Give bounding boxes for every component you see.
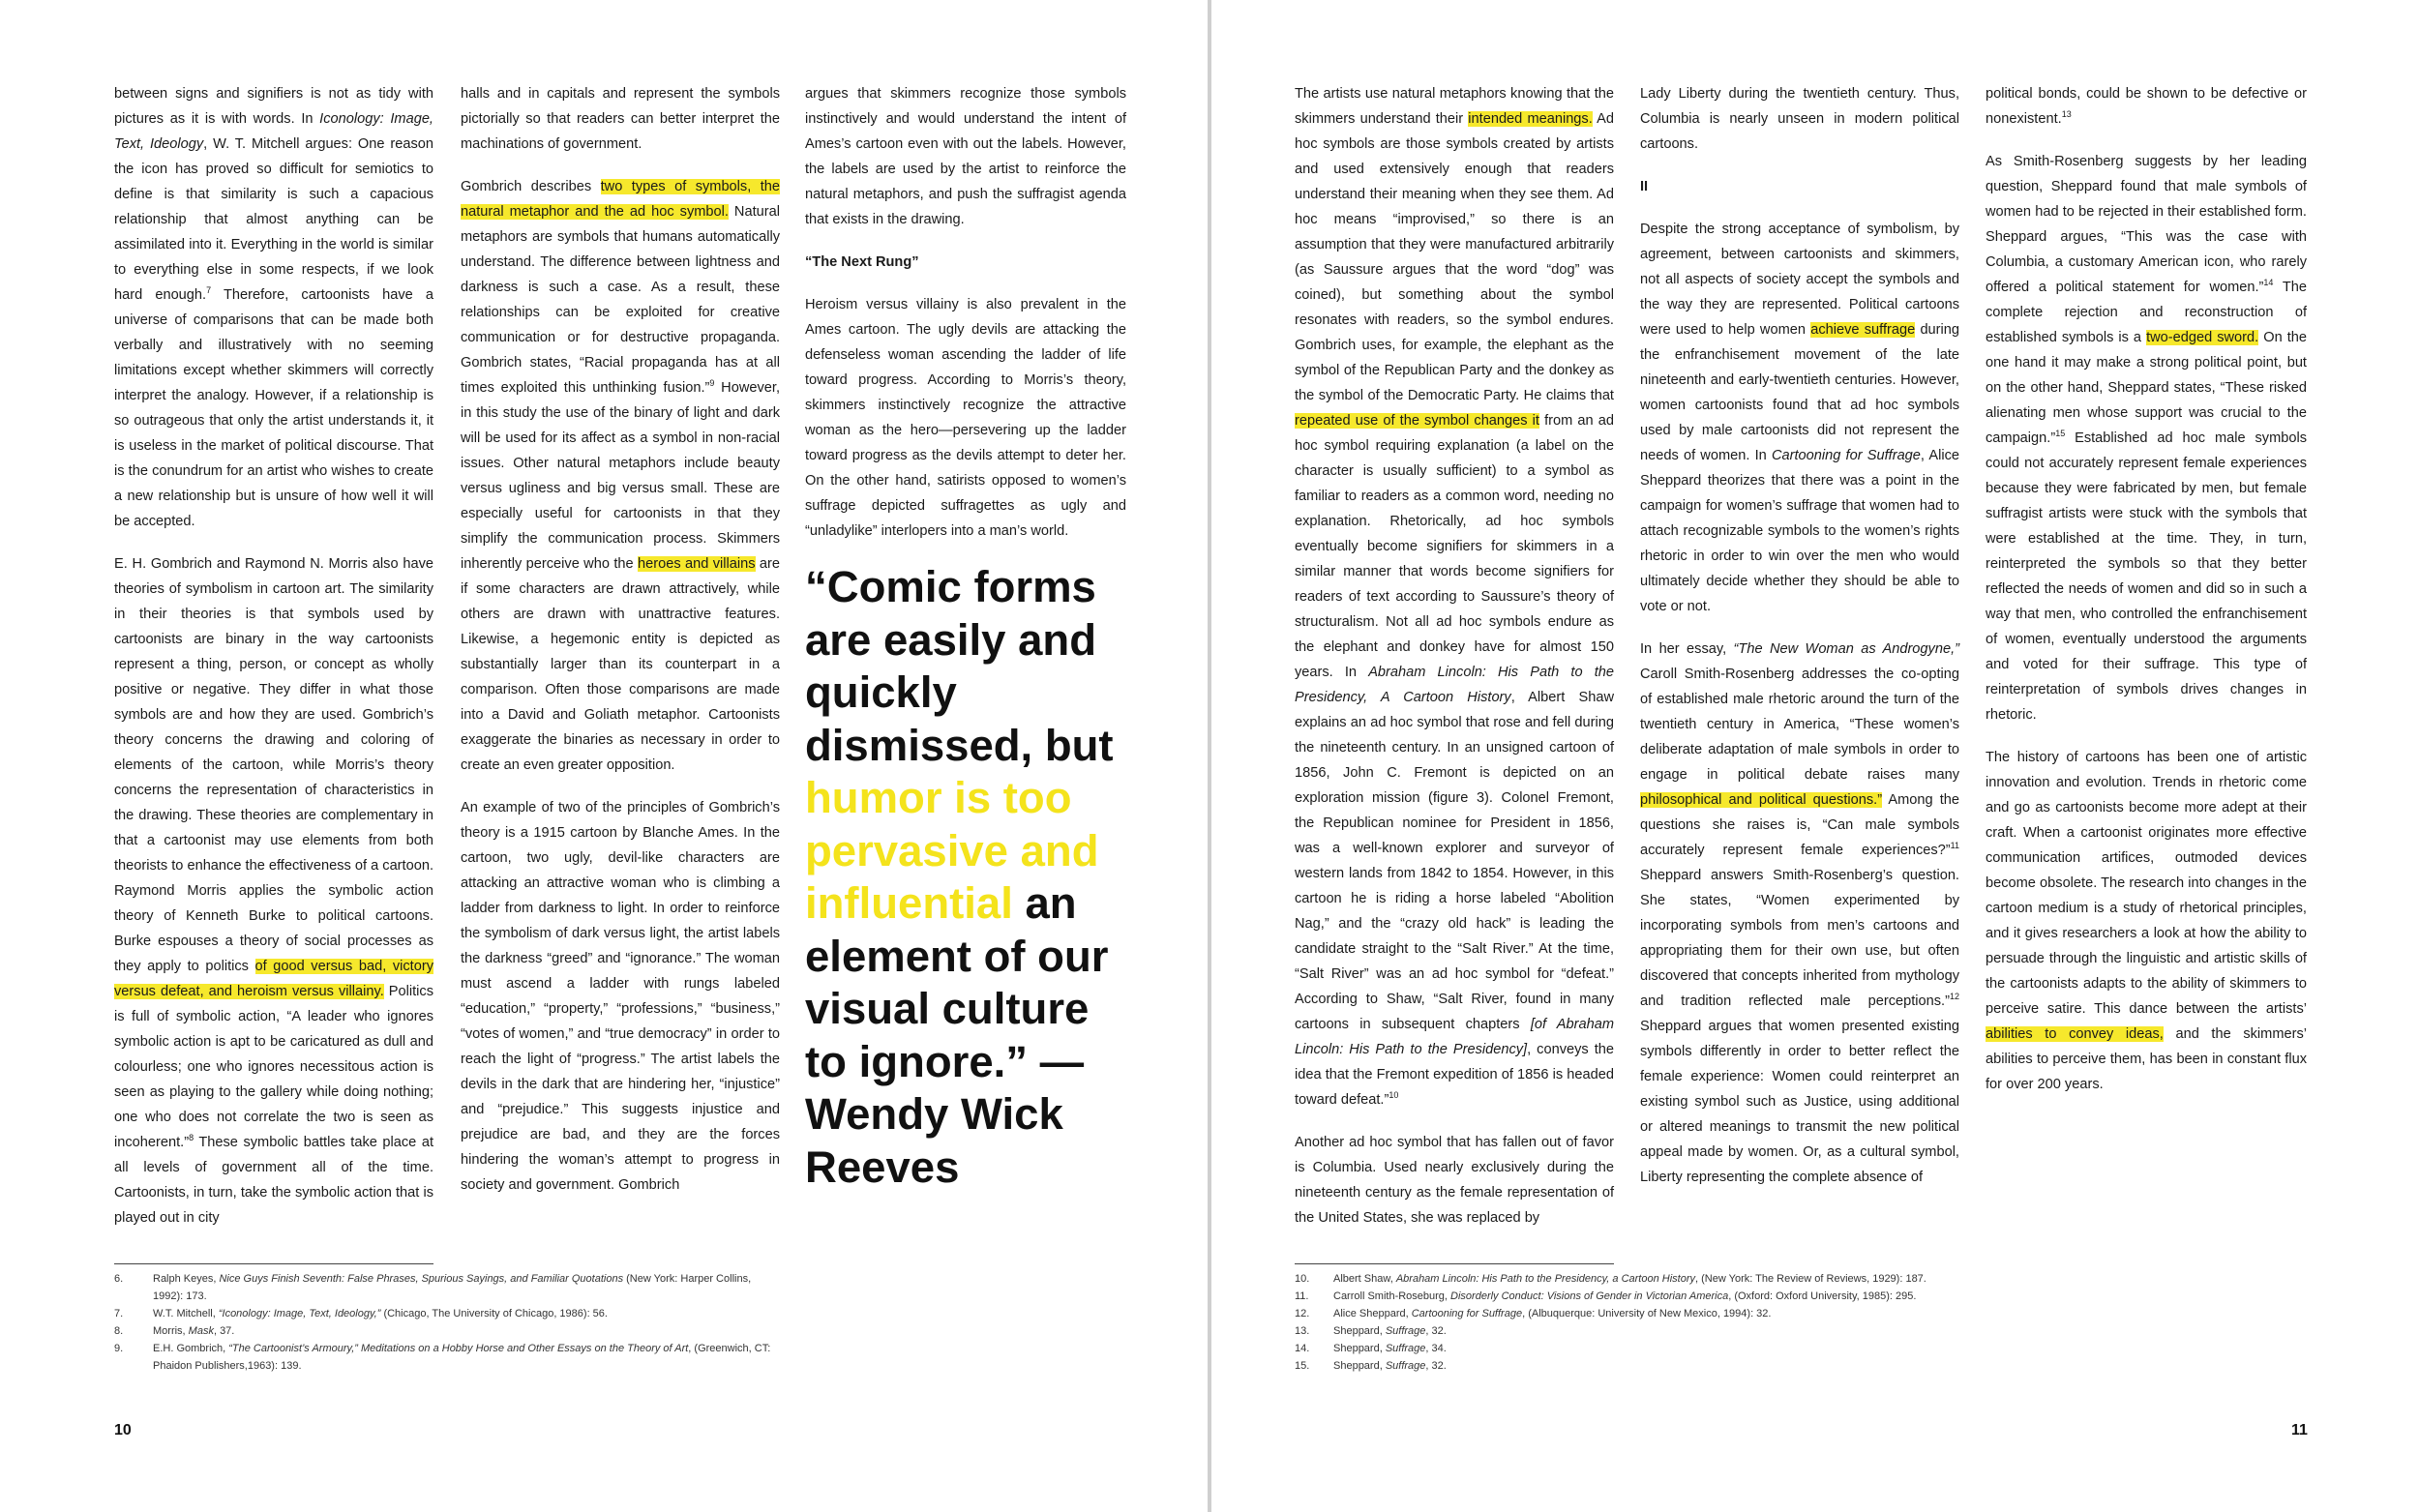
- pull-quote-highlight: humor is too pervasive and influential: [805, 773, 1099, 928]
- paragraph: Lady Liberty during the twentieth century. Thus, Columbia is nearly unseen in modern political cartoons.: [1640, 86, 1959, 152]
- footnote: [1295, 1357, 1962, 1375]
- pull-quote: “Comic forms are easily and quickly dismissed, but humor is too pervasive and influential an element of our visual culture to ignore.” —Wendy Wick Reeves: [805, 562, 1114, 1192]
- paragraph: The artists use natural metaphors knowing that the skimmers understand their intended meanings. Ad hoc symbols are those symbols created by artists and used extensively enough that readers understand their meaning when they see them. Ad hoc means “improvised,” so there is an assumption that they were manufactured arbitrarily (as Saussure argues that the word “dog” was coined), but something about the symbol resonates with readers, so the symbol endures. Gombrich uses, for example, the elephant as the symbol of the Republican Party and the donkey as the symbol of the Democratic Party. He claims that repeated use of the symbol changes it from an ad hoc symbol requiring explanation (a label on the character is usually sufficient) to a symbol as familiar to readers as a common word, needing no explanation. Rhetorically, ad hoc symbols eventually become signifiers for skimmers in a similar manner that words become signifiers for readers of text according to Saussure’s theory of structuralism. Not all ad hoc symbols endure as the elephant and donkey have for almost 150 years. In Abraham Lincoln: His Path to the Presidency, A Cartoon History, Albert Shaw explains an ad hoc symbol that rose and fell during the nineteenth century. In an unsigned cartoon of 1856, John C. Fremont is depicted on an exploration mission (figure 3). Colonel Fremont, the Republican nominee for President in 1856, was a well-known explorer and surveyor of western lands from 1842 to 1854. However, in this cartoon he is riding a horse labeled “Abolition Nag,” and the “crazy old hack” is leading the candidate straight to the “Salt River.” At the time, “Salt River” was an ad hoc symbol for “defeat.” According to Shaw, “Salt River, found in many cartoons in subsequent chapters [of Abraham Lincoln: His Path to the Presidency], conveys the idea that the Fremont expedition of 1856 is headed toward defeat.”$^{10}$: [1295, 86, 1614, 1108]
- left-column-2: [461, 81, 780, 1215]
- paragraph: An example of two of the principles of Gombrich’s theory is a 1915 cartoon by Blanche Ames. In the cartoon, two ugly, devil-like characters are attacking an attractive woman who is climbing a ladder from darkness to light. In order to reinforce the symbolism of dark versus light, the artist labels the darkness “greed” and “ignorance.” The woman must ascend a ladder with rungs labeled “education,” “property,” “professions,” “business,” “votes of women,” and “true democracy” in order to reach the light of “progress.” The artist labels the devils in the dark that are hindering her, “injustice” and “prejudice.” This suggests injustice and prejudice are bad, and they are the forces hindering the woman’s attempt to progress in society and government. Gombrich: [461, 800, 780, 1193]
- footnote: [114, 1340, 782, 1375]
- footnote-number: 12.: [1295, 1308, 1310, 1319]
- footnote-text: Albert Shaw, Abraham Lincoln: His Path to the Presidency, a Cartoon History, (New York: The Review of Reviews, 1929): 187.: [1333, 1273, 1926, 1285]
- right-page: [1211, 0, 2419, 1512]
- footnote-text: Ralph Keyes, Nice Guys Finish Seventh: False Phrases, Spurious Sayings, and Familiar Quotations (New York: Harper Collins, 1992): 173.: [153, 1273, 752, 1302]
- footnote-text: W.T. Mitchell, “Iconology: Image, Text, Ideology,” (Chicago, The University of Chicago, 1986): 56.: [153, 1308, 608, 1319]
- footnote-number: 11.: [1295, 1290, 1309, 1302]
- footnote-rule: [1295, 1263, 1614, 1264]
- right-column-2: [1640, 81, 1959, 1207]
- right-column-1: [1295, 81, 1614, 1248]
- paragraph: Despite the strong acceptance of symbolism, by agreement, between cartoonists and skimmers, not all aspects of society accept the symbols and the way they are represented. Political cartoons were used to help women achieve suffrage during the enfranchisement movement of the late nineteenth and early-twentieth centuries. However, women cartoonists found that ad hoc symbols used by male cartoonists did not represent the needs of women. In Cartooning for Suffrage, Alice Sheppard theorizes that there was a point in the campaign for women’s suffrage that women had to attach recognizable symbols to the women’s rights rhetoric in order to win over the men who would ultimately decide whether they should be able to vote or not.: [1640, 222, 1960, 614]
- footnote-number: 8.: [114, 1325, 124, 1337]
- right-column-3: [1986, 81, 2307, 1114]
- footnotes: [114, 1270, 782, 1375]
- footnote-number: 15.: [1295, 1360, 1310, 1372]
- left-page: [0, 0, 1208, 1512]
- footnote: [1295, 1270, 1962, 1288]
- paragraph: Another ad hoc symbol that has fallen out of favor is Columbia. Used nearly exclusively during the nineteenth century as the female representation of the United States, she was replaced by: [1295, 1135, 1614, 1226]
- footnote-rule: [114, 1263, 433, 1264]
- paragraph: between signs and signifiers is not as tidy with pictures as it is with words. In Iconology: Image, Text, Ideology, W. T. Mitchell argues: One reason the icon has proved so difficult for semiotics to define is that similarity is such a capacious relationship that almost anything can be assimilated into it. Everything in the world is similar to everything else in some respects, if we look hard enough.$^7$ Therefore, cartoonists have a universe of comparisons that can be made both verbally and illustratively with no seeming limitations except whether skimmers will correctly interpret the analogy. However, if a relationship is so outrageous that only the artist understands it, it is useless in the market of political discourse. That is the conundrum for an artist who wishes to create a new relationship but is unsure of how well it will be accepted.: [114, 86, 434, 529]
- footnote: [114, 1270, 782, 1305]
- footnote-text: Sheppard, Suffrage, 34.: [1333, 1343, 1447, 1354]
- left-column-3: [805, 81, 1126, 1194]
- footnote-number: 9.: [114, 1343, 124, 1354]
- footnote-text: Carroll Smith-Roseburg, Disorderly Conduct: Visions of Gender in Victorian America, (Oxford: Oxford University, 1985): 295.: [1333, 1290, 1917, 1302]
- paragraph: argues that skimmers recognize those symbols instinctively and would understand the intent of Ames’s cartoon even with out the labels. However, the labels are used by the artist to reinforce the natural metaphors, and push the suffragist agenda that exists in the drawing.: [805, 86, 1126, 227]
- page-number: 10: [114, 1422, 132, 1438]
- footnote-number: 6.: [114, 1273, 124, 1285]
- footnotes: [1295, 1270, 1962, 1375]
- paragraph: halls and in capitals and represent the symbols pictorially so that readers can better interpret the machinations of government.: [461, 86, 780, 152]
- paragraph: As Smith-Rosenberg suggests by her leading question, Sheppard found that male symbols of women had to be rejected in their established form. Sheppard argues, “This was the case with Columbia, a customary American icon, who rarely offered a political statement for women.”$^{14}$ The complete rejection and reconstruction of established symbols is a two-edged sword. On the one hand it may make a strong political point, but on the other hand, Sheppard states, “These risked alienating men whose support was crucial to the campaign.”$^{15}$ Established ad hoc male symbols could not accurately represent female experiences because they were fabricated by men, but female suffragist artists were stuck with the symbols that were established at the time. They, in turn, reinterpreted the symbols so that they better reflected the needs of women and did so in such a way that men, who controlled the enfranchisement of women, eventually understood the arguments and voted for their suffrage. This type of reinterpretation of symbols drives changes in rhetoric.: [1986, 154, 2307, 723]
- footnote-text: Morris, Mask, 37.: [153, 1325, 235, 1337]
- paragraph: Heroism versus villainy is also prevalent in the Ames cartoon. The ugly devils are attacking the defenseless woman ascending the ladder of life toward progress. According to Morris’s theory, skimmers instinctively recognize the attractive woman as the hero—persevering up the ladder toward progress as the devils attempt to deter her. On the other hand, satirists opposed to women’s suffrage depicted suffragettes as ugly and “unladylike” interlopers into a man’s world.: [805, 297, 1126, 539]
- footnote-number: 13.: [1295, 1325, 1310, 1337]
- footnote: [1295, 1340, 1962, 1357]
- footnote: [1295, 1305, 1962, 1322]
- paragraph: E. H. Gombrich and Raymond N. Morris also have theories of symbolism in cartoon art. The similarity in their theories is that symbols used by cartoonists are binary in the way cartoonists represent a thing, person, or concept as wholly positive or negative. They differ in what those symbols are and how they are used. Gombrich’s theory concerns the drawing and coloring of elements of the cartoon, while Morris’s theory concerns the representation of characteristics in the drawing. These theories are complementary in that a cartoonist may use elements from both theorists to enhance the effectiveness of a cartoon. Raymond Morris applies the symbolic action theory of Kenneth Burke to political cartoons. Burke espouses a theory of social processes as they apply to politics of good versus bad, victory versus defeat, and heroism versus villainy. Politics is full of symbolic action, “A leader who ignores symbolic action is apt to be caricatured as dull and colourless; one who ignores necessitous action is seen as playing to the gallery while doing nothing; one who does not correlate the two is seen as incoherent.”$^8$ These symbolic battles take place at all levels of government all of the time. Cartoonists, in turn, take the symbolic action that is played out in city: [114, 556, 434, 1226]
- footnote: [114, 1322, 782, 1340]
- footnote: [114, 1305, 782, 1322]
- footnote-text: E.H. Gombrich, “The Cartoonist’s Armoury,” Meditations on a Hobby Horse and Other Essays on the Theory of Art, (Greenwich, CT: Phaidon Publishers,1963): 139.: [153, 1343, 771, 1372]
- footnote-number: 10.: [1295, 1273, 1310, 1285]
- footnote-number: 7.: [114, 1308, 124, 1319]
- paragraph: In her essay, “The New Woman as Androgyne,” Caroll Smith-Rosenberg addresses the co-opting of established male rhetoric around the turn of the twentieth century in America, “These women’s deliberate adaptation of male symbols in order to engage in political debate raises many philosophical and political questions.” Among the questions she raises is, “Can male symbols accurately represent female experiences?”$^{11}$ Sheppard answers Smith-Rosenberg’s question. She states, “Women experimented by incorporating symbols from men’s cartoons and appropriating them for their own use, but often discovered that concepts inherited from mythology and tradition reflected male perceptions.”$^{12}$ Sheppard argues that women presented existing symbols differently in order to better reflect the female experience: Women could reinterpret an existing symbol such as Justice, using additional or altered meanings to transmit the new political appeal made by women. Or, as a cultural symbol, Liberty representing the complete absence of: [1640, 641, 1959, 1185]
- left-column-1: [114, 81, 433, 1248]
- footnote-text: Sheppard, Suffrage, 32.: [1333, 1360, 1447, 1372]
- footnote: [1295, 1322, 1962, 1340]
- paragraph: political bonds, could be shown to be defective or nonexistent.$^{13}$: [1986, 86, 2307, 127]
- footnote-text: Alice Sheppard, Cartooning for Suffrage, (Albuquerque: University of New Mexico, 1994): 32.: [1333, 1308, 1772, 1319]
- footnote: [1295, 1288, 1962, 1305]
- footnote-text: Sheppard, Suffrage, 32.: [1333, 1325, 1447, 1337]
- section-numeral: II: [1640, 179, 1649, 194]
- footnote-number: 14.: [1295, 1343, 1310, 1354]
- subheading: “The Next Rung”: [805, 254, 919, 270]
- paragraph: Gombrich describes two types of symbols, the natural metaphor and the ad hoc symbol. Natural metaphors are symbols that humans automatically understand. The difference between lightness and darkness is such a case. As a result, these relationships can be exploited for creative communication or for destructive propaganda. Gombrich states, “Racial propaganda has at all times exploited this unthinking fusion.”$^9$ However, in this study the use of the binary of light and dark will be used for its affect as a symbol in non-racial issues. Other natural metaphors include beauty versus ugliness and big versus small. These are especially useful for cartoonists in that they simplify the communication process. Skimmers inherently perceive who the heroes and villains are if some characters are drawn attractively, while others are drawn with unattractive features. Likewise, a hegemonic entity is depicted as substantially larger than its counterpart in a comparison. Often those comparisons are made into a David and Goliath metaphor. Cartoonists exaggerate the binaries as necessary in order to create an even greater opposition.: [461, 179, 781, 773]
- paragraph: The history of cartoons has been one of artistic innovation and evolution. Trends in rhetoric come and go as cartoonists become more adept at their craft. When a cartoonist originates more effective communication artifices, outmoded devices become obsolete. The research into changes in the cartoon medium is a study of rhetorical principles, and it gives researchers a look at how the ability to persuade through the linguistic and artistic skills of the cartoonists adapts to the ability of skimmers to perceive satire. This dance between the artists’ abilities to convey ideas, and the skimmers’ abilities to perceive them, has been in constant flux for over 200 years.: [1986, 750, 2307, 1092]
- page-number: 11: [2291, 1422, 2308, 1438]
